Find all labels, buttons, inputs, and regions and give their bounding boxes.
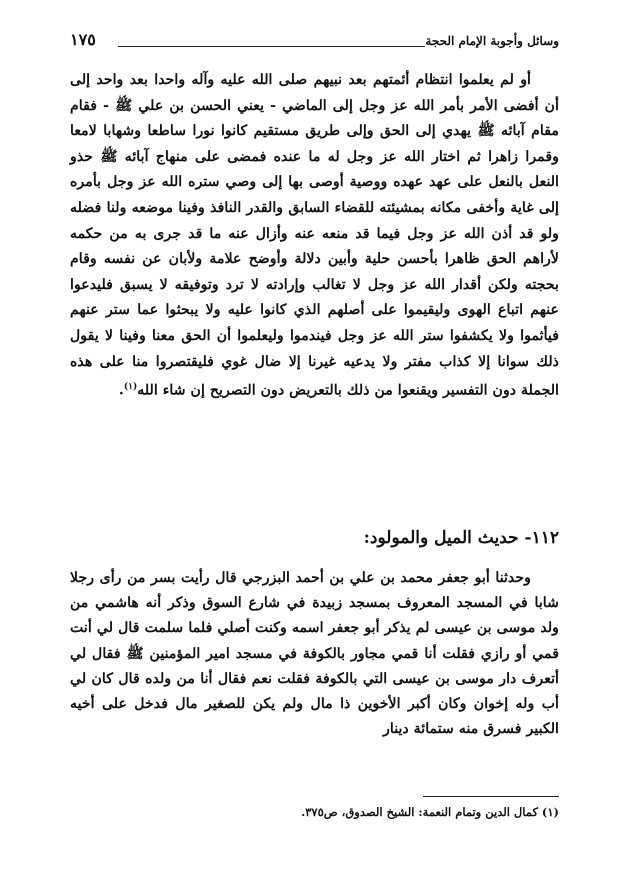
passage-end: . — [118, 382, 124, 399]
footnote: (١) كمال الدين وتمام النعمة: الشيخ الصدوق، ص٣٧٥. — [301, 805, 559, 819]
footnote-reference: (١) — [123, 382, 138, 393]
header-rule — [118, 46, 425, 47]
section-heading: ١١٢- حديث الميل والمولود: — [363, 528, 559, 548]
footnote-separator — [423, 796, 559, 797]
page-header — [70, 30, 559, 56]
passage-paragraph — [70, 68, 559, 404]
narration-paragraph: وحدثنا أبو جعفر محمد بن علي بن أحمد البزرجي قال رأيت بسر من رأى رجلا شابا في المسجد المعروف بمسجد زبيدة في شارع السوق وذكر أنه هاشمي من ولد موسى بن عيسى لم يذكر أبو جعفر اسمه وكنت أصلي فلما سلمت قال لي أنت قمي أو رازي فقلت أنا قمي مجاور بالكوفة في مسجد امير المؤمنين ﷺ فقال لي أتعرف دار موسى بن عيسى التي بالكوفة فقلت نعم فقال أنا من ولده قال كان لي أب وله إخوان وكان أكبر الأخوين ذا مال ولم يكن للصغير مال فدخل على أخيه الكبير فسرق منه ستمائة دينار — [70, 570, 559, 738]
page-number: ١٧٥ — [70, 30, 96, 49]
running-title: وسائل وأجوبة الإمام الحجة — [425, 34, 559, 48]
narration-passage — [70, 566, 559, 742]
main-passage — [70, 68, 559, 404]
passage-text: أو لم يعلموا انتظام أئمتهم بعد نبيهم صلى الله عليه وآله واحدا بعد واحد إلى أن أفضى الأمر بأمر الله عز وجل إلى الماضي - يعني الحسن بن علي ﷺ - فقام مقام آبائه ﷺ يهدي إلى الحق وإلى طريق مستقيم كانوا نورا ساطعا وشهابا لامعا وقمرا زاهرا ثم اختار الله عز وجل له ما عنده فمضى على منهاج آبائه ﷺ حذو النعل بالنعل على عهد عهده ووصية أوصى بها إلى وصي ستره الله عز وجل بأمره إلى غاية وأخفى مكانه بمشيئته للقضاء السابق والقدر النافذ وفينا موضعه ولنا فضله ولو قد أذن الله عز وجل فيما قد منعه عنه وأزال عنه ما قد جرى به من حكمه لأراهم الحق ظاهرا بأحسن حلية وأبين دلالة وأوضح علامة ولأبان عن نفسه وقام بحجته ولكن أقدار الله عز وجل لا تغالب وإرادته لا ترد وتوفيقه لا يسبق فليدعوا عنهم اتباع الهوى وليقيموا على أصلهم الذي كانوا عليه ولا يبحثوا عما ستر عنهم فيأثموا ولا يكشفوا ستر الله عز وجل فيندموا وليعلموا أن الحق معنا وفينا لا يقول ذلك سوانا إلا كذاب مفتر ولا يدعيه غيرنا إلا ضال غوي فليقتصروا منا على هذه الجملة دون التفسير ويقنعوا من ذلك بالتعريض دون التصريح إن شاء الله — [70, 72, 559, 399]
